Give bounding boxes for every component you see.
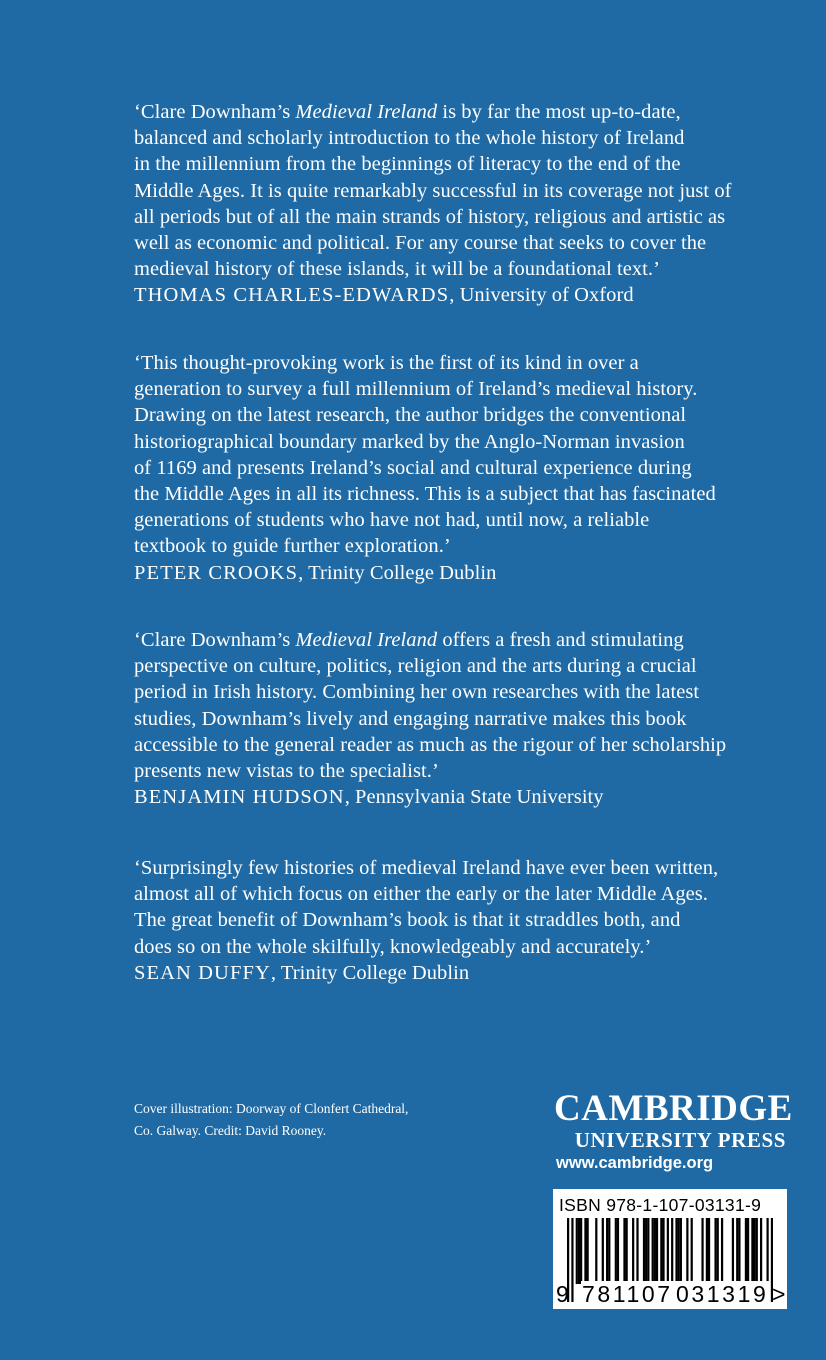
reviewer-affiliation: , Pennsylvania State University	[344, 786, 604, 809]
review-line: textbook to guide further exploration.’	[134, 535, 451, 558]
reviewer-affiliation: , Trinity College Dublin	[270, 961, 470, 984]
review-line: period in Irish history. Combining her own researches with the latest	[134, 681, 700, 704]
barcode-bar	[636, 1218, 638, 1284]
barcode-bar	[747, 1218, 749, 1284]
review-line: does so on the whole skilfully, knowledgeably and accurately.’	[134, 935, 652, 958]
review-line: in the millennium from the beginnings of literacy to the end of the	[134, 153, 681, 176]
barcode-bar	[587, 1218, 589, 1284]
review-3-text	[134, 627, 794, 784]
review-line: generations of students who have not had, until now, a reliable	[134, 509, 650, 532]
review-line: presents new vistas to the specialist.’	[134, 760, 439, 783]
barcode-bar	[738, 1218, 740, 1284]
review-line: accessible to the general reader as much as the rigour of her scholarship	[134, 733, 727, 756]
publisher-logo	[554, 1088, 793, 1174]
isbn-barcode	[553, 1189, 787, 1309]
barcode-bar	[678, 1218, 680, 1284]
reviewer-name: PETER CROOKS	[134, 561, 299, 584]
barcode-bar	[660, 1218, 662, 1284]
reviewer-name: BENJAMIN HUDSON	[134, 786, 345, 809]
review-2	[134, 350, 794, 586]
barcode-bar	[617, 1218, 619, 1284]
barcode-bar	[714, 1218, 716, 1284]
review-line: all periods but of all the main strands of history, religious and artistic as	[134, 205, 726, 228]
barcode-bar	[606, 1218, 608, 1284]
barcode-bar	[654, 1218, 656, 1284]
barcode-bar	[647, 1218, 649, 1284]
reviewer-affiliation: , Trinity College Dublin	[298, 561, 497, 584]
reviewer-affiliation: , University of Oxford	[449, 284, 634, 307]
barcode-bar	[753, 1218, 755, 1284]
barcode-bar	[721, 1218, 723, 1284]
review-line: the Middle Ages in all its richness. This is a subject that has fascinated	[134, 483, 716, 506]
review-line: almost all of which focus on either the early or the later Middle Ages.	[134, 883, 708, 906]
review-1-text	[134, 99, 794, 282]
review-line: generation to survey a full millennium of Ireland’s medieval history.	[134, 378, 698, 401]
barcode-bar	[662, 1218, 664, 1284]
barcode-bar	[615, 1218, 617, 1284]
review-line: ‘This thought-provoking work is the first of its kind in over a	[134, 352, 639, 374]
review-line: of 1169 and presents Ireland’s social and cultural experience during	[134, 456, 692, 479]
barcode-bar	[691, 1218, 693, 1284]
isbn-label: ISBN 978-1-107-03131-9	[559, 1195, 762, 1215]
reviewer-name: SEAN DUFFY	[134, 961, 271, 984]
review-line: studies, Downham’s lively and engaging narrative makes this book	[134, 707, 687, 730]
barcode-bar	[595, 1218, 597, 1284]
barcode-bar	[626, 1218, 628, 1284]
ean-digits	[555, 1281, 787, 1307]
cover-credit	[134, 1098, 408, 1142]
ean-left-group: 781107	[582, 1281, 673, 1307]
barcode-bar	[701, 1218, 703, 1284]
review-line: well as economic and political. For any course that seeks to cover the	[134, 232, 707, 255]
cover-credit-line: Cover illustration: Doorway of Clonfert Cathedral,	[134, 1101, 409, 1116]
barcode-bar	[736, 1218, 738, 1284]
reviewer-name: THOMAS CHARLES-EDWARDS	[134, 284, 450, 307]
barcode-bar	[756, 1218, 758, 1284]
barcode-bar	[645, 1218, 647, 1284]
barcode-bar	[732, 1218, 734, 1284]
review-line: Drawing on the latest research, the author bridges the conventional	[134, 404, 687, 427]
barcode-bar	[602, 1218, 604, 1284]
barcode-bar	[578, 1218, 580, 1284]
review-4-attribution	[134, 960, 794, 986]
barcode-bar	[584, 1218, 586, 1284]
barcode-bar	[632, 1218, 634, 1284]
barcode-bar	[652, 1218, 654, 1284]
review-line: balanced and scholarly introduction to the whole history of Ireland	[134, 127, 685, 150]
review-line: The great benefit of Downham’s book is that it straddles both, and	[134, 909, 681, 932]
barcode-bar	[608, 1218, 610, 1284]
review-1-attribution	[134, 282, 794, 308]
barcode-bar	[745, 1218, 747, 1284]
review-3-attribution	[134, 784, 794, 810]
review-4-text	[134, 855, 794, 960]
barcode-bar	[760, 1218, 762, 1284]
review-1	[134, 99, 794, 309]
publisher-url: www.cambridge.org	[556, 1154, 714, 1172]
barcode-bar	[708, 1218, 710, 1284]
publisher-name: CAMBRIDGE	[554, 1088, 793, 1129]
ean-quiet-zone-marker: >	[772, 1281, 789, 1307]
cover-credit-line: Co. Galway. Credit: David Rooney.	[134, 1123, 327, 1138]
barcode-bar	[675, 1218, 677, 1284]
barcode-bar	[686, 1218, 688, 1284]
barcode-bar	[643, 1218, 645, 1284]
ean-right-group: 031319	[676, 1281, 769, 1307]
review-2-attribution	[134, 560, 794, 586]
review-4	[134, 855, 794, 986]
review-2-text	[134, 350, 794, 560]
review-line: perspective on culture, politics, religion and the arts during a crucial	[134, 655, 697, 678]
review-line: historiographical boundary marked by the Anglo-Norman invasion	[134, 430, 685, 453]
review-line: ‘Surprisingly few histories of medieval Ireland have ever been written,	[134, 857, 719, 879]
barcode-bar	[680, 1218, 682, 1284]
review-line: medieval history of these islands, it will be a foundational text.’	[134, 258, 660, 281]
review-line: ‘Clare Downham’s Medieval Ireland offers a fresh and stimulating	[134, 629, 684, 651]
review-line: Middle Ages. It is quite remarkably successful in its coverage not just of	[134, 179, 732, 202]
barcode-bar	[656, 1218, 658, 1284]
publisher-subname: UNIVERSITY PRESS	[574, 1128, 786, 1152]
barcode-bar	[717, 1218, 719, 1284]
review-line: ‘Clare Downham’s Medieval Ireland is by far the most up-to-date,	[134, 101, 681, 123]
ean-first-digit: 9	[556, 1281, 572, 1307]
barcode-bar	[623, 1218, 625, 1284]
barcode-bar	[706, 1218, 708, 1284]
barcode-bar	[751, 1218, 753, 1284]
barcode-bar	[576, 1218, 578, 1284]
barcode-bar	[580, 1218, 582, 1284]
review-3	[134, 627, 794, 810]
